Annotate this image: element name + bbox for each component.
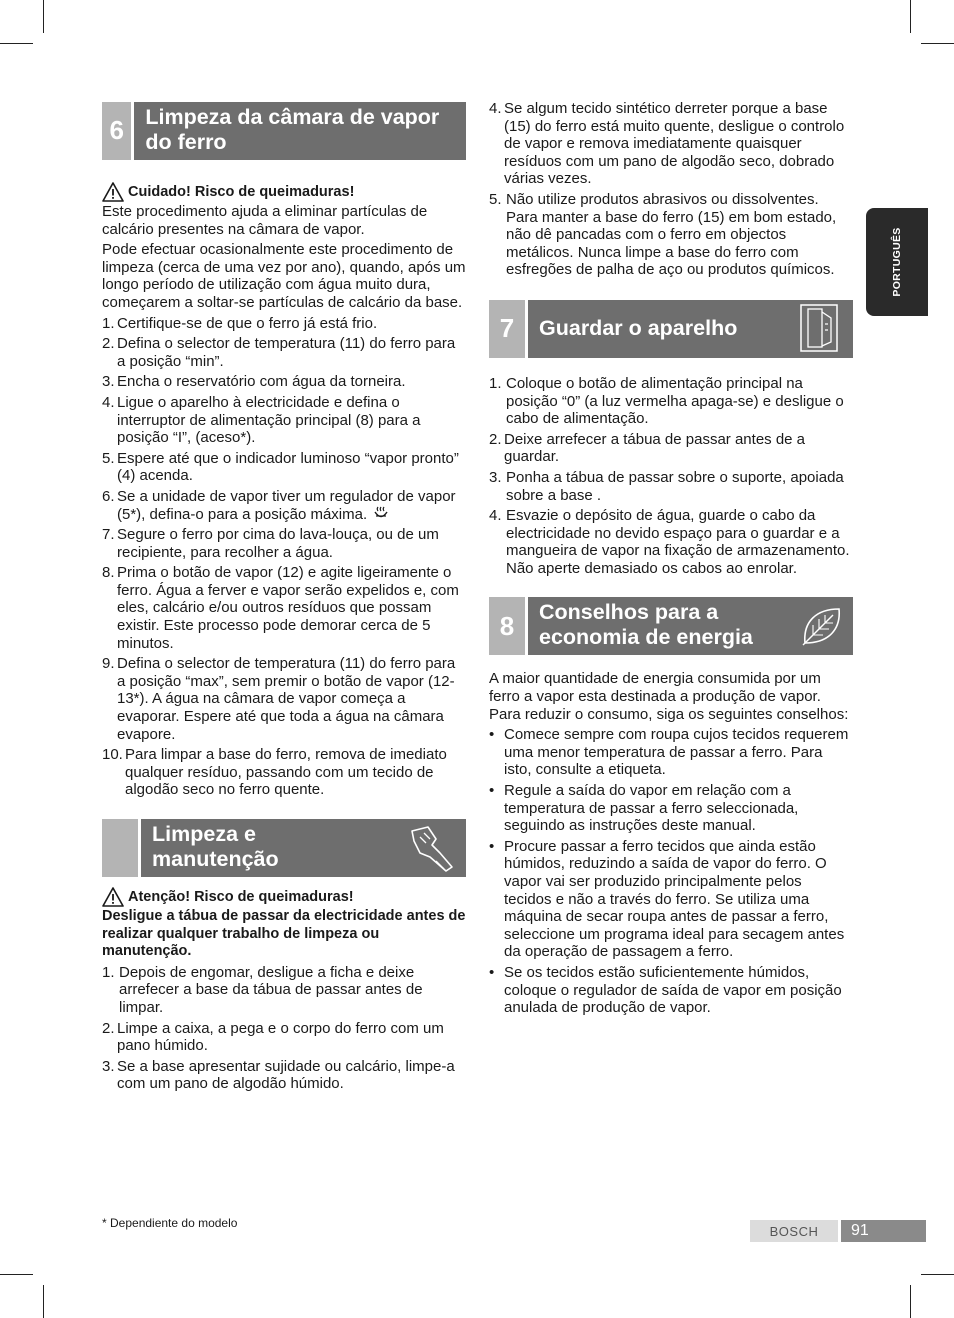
section-number: 8 — [489, 597, 528, 655]
list-item — [102, 315, 466, 333]
item-number: 3. — [102, 1057, 115, 1075]
item-text: Se algum tecido sintético derreter porque a base (15) do ferro está muito quente, desligue o controlo de vapor e remova imediatamente quaisquer resíduos com um pano de algodão seco, dobrado várias vezes. — [504, 100, 845, 188]
list-item — [102, 373, 466, 391]
section-number: 6 — [102, 102, 134, 160]
steam-max-icon — [373, 506, 389, 521]
list-item: • Se os tecidos estão suficientemente húmidos, coloque o regulador de saída de vapor em posição anulada de produção de vapor. — [489, 964, 853, 1017]
language-tab — [866, 208, 928, 316]
list-item — [489, 191, 853, 279]
warning-line — [102, 887, 466, 907]
list-item: • Procure passar a ferro tecidos que ainda estão húmidos, reduzindo a saída de vapor do ferro. O vapor vai ser produzido principalmente pelos tecidos e não a través do ferro. Se utiliza uma máquina de secar roupa antes de passar a ferro, seleccione um programa ideal para secagem antes da operação de passagem a ferro. — [489, 838, 853, 961]
item-number: 5. — [489, 190, 502, 208]
item-number: 1. — [489, 374, 502, 392]
item-text: Espere até que o indicador luminoso “vapor pronto” (4) acenda. — [117, 449, 459, 485]
item-text: Certifique-se de que o ferro já está frio. — [117, 314, 378, 332]
crop-mark — [43, 0, 44, 33]
item-number: 4. — [102, 393, 115, 411]
maintenance-header — [102, 819, 466, 877]
page-number: 91 — [841, 1220, 926, 1242]
item-number: 4. — [489, 100, 502, 117]
list-item — [102, 394, 466, 447]
item-number: 3. — [102, 373, 115, 391]
section-number-blank — [102, 819, 141, 877]
left-column — [102, 102, 466, 1096]
section-title: Guardar o aparelho — [539, 315, 738, 340]
list-item — [102, 1020, 466, 1055]
paragraph: Pode efectuar ocasionalmente este procedimento de limpeza (cerca de uma vez por ano), quando, após um longo período de utilização com água muito dura, começarem a soltar-se partículas de calcário da base. — [102, 241, 466, 311]
list-item — [489, 375, 853, 428]
list-item — [102, 526, 466, 561]
item-text: Se a base apresentar sujidade ou calcário, limpe-a com um pano de algodão húmido. — [117, 1057, 455, 1093]
section-title: Limpeza e manutenção — [152, 822, 279, 871]
crop-mark — [910, 0, 911, 33]
leaf-icon — [799, 603, 845, 649]
warning-icon — [102, 182, 124, 202]
list-item — [102, 964, 466, 1017]
language-tab-label: PORTUGUÊS — [891, 227, 903, 297]
item-number: 6. — [102, 487, 115, 505]
item-text: Defina o selector de temperatura (11) do ferro para a posição “min”. — [117, 335, 456, 370]
item-text: Deixe arrefecer a tábua de passar antes de a guardar. — [504, 430, 806, 466]
list-item — [102, 655, 466, 743]
list-item — [102, 335, 466, 370]
item-text: Ligue o aparelho à electricidade e defina o interruptor de alimentação principal (8) para a posição “I”, (aceso*). — [117, 393, 421, 447]
section-7-header — [489, 300, 853, 358]
item-number: 9. — [102, 655, 115, 673]
right-column — [489, 100, 853, 1020]
list-item: • Regule a saída do vapor em relação com a temperatura de passar a ferro seleccionada, seguindo as instruções deste manual. — [489, 782, 853, 835]
list-item — [102, 450, 466, 485]
crop-mark — [921, 43, 954, 44]
storage-board-icon — [795, 302, 845, 354]
item-text: Esvazie o depósito de água, guarde o cabo da electricidade no devido espaço para o guardar e a mangueira de vapor na fixação de armazenamento. Não aperte demasiado os cabos ao enrolar. — [506, 507, 850, 577]
item-number: 2. — [102, 335, 115, 353]
item-text: Para limpar a base do ferro, remova de imediato qualquer resíduo, passando com um tecido de algodão seco no ferro quente. — [125, 746, 447, 799]
steps-list — [102, 964, 466, 1093]
item-text: Se a unidade de vapor tiver um regulador de vapor (5*), defina-o para a posição máxima. — [117, 487, 456, 523]
page-footer — [750, 1220, 926, 1242]
item-text: Ponha a tábua de passar sobre o suporte, apoiada sobre a base . — [506, 468, 844, 504]
list-item — [102, 488, 466, 523]
item-text: Coloque o botão de alimentação principal na posição “0” (a luz vermelha apaga-se) e desligue o cabo de alimentação. — [506, 374, 844, 428]
item-text: Limpe a caixa, a pega e o corpo do ferro com um pano húmido. — [117, 1019, 444, 1055]
item-text: Não utilize produtos abrasivos ou dissolventes. Para manter a base do ferro (15) em bom estado, não dê pancadas com o ferro em objectos metálicos. Nunca limpe a base do ferro com esfregões de palha de aço ou produtos químicos. — [506, 190, 837, 279]
section-6-header — [102, 102, 466, 160]
steps-list — [102, 315, 466, 799]
list-item — [489, 507, 853, 577]
item-text: Encha o reservatório com água da torneira. — [117, 373, 406, 391]
list-item — [102, 746, 466, 799]
item-number: 7. — [102, 526, 115, 544]
steps-list — [489, 100, 853, 279]
section-title: Conselhos para a economia de energia — [539, 600, 753, 650]
paragraph: Este procedimento ajuda a eliminar partículas de calcário presentes na câmara de vapor. — [102, 203, 428, 238]
section-number: 7 — [489, 300, 528, 358]
list-item — [102, 564, 466, 652]
tips-list — [489, 726, 853, 1017]
item-number: 8. — [102, 564, 115, 582]
item-number: 2. — [102, 1019, 115, 1037]
list-item — [489, 431, 853, 466]
item-number: 3. — [489, 468, 502, 486]
warning-text: Atenção! Risco de queimaduras! — [128, 889, 354, 906]
crop-mark — [910, 1285, 911, 1318]
item-text: Defina o selector de temperatura (11) do ferro para a posição “max”, sem premir o botão de vapor (12-13*). A água na câmara de vapor começa a evaporar. Espere até que toda a água na câmara evapore. — [117, 655, 456, 743]
list-item — [102, 1058, 466, 1093]
item-number: 5. — [102, 449, 115, 467]
item-text: Prima o botão de vapor (12) e agite ligeiramente o ferro. Água a ferver e vapor serão expelidos e, com eles, calcário e/ou outros resíduos que possam existir. Este processo pode demorar cerca de 5 minutos. — [117, 564, 459, 652]
crop-mark — [0, 1274, 33, 1275]
item-number: 1. — [102, 963, 115, 981]
bold-note: Desligue a tábua de passar da electricidade antes de realizar qualquer trabalho de limpeza ou manutenção. — [102, 908, 466, 960]
warning-icon — [102, 887, 124, 907]
brand-label: BOSCH — [750, 1220, 838, 1242]
warning-line — [102, 182, 466, 202]
item-number: 10. — [102, 746, 123, 764]
steps-list — [489, 375, 853, 578]
list-item: • Comece sempre com roupa cujos tecidos requerem uma menor temperatura de passar a ferro. Para isto, consulte a etiqueta. — [489, 726, 853, 779]
item-number: 4. — [489, 507, 502, 525]
paragraph: A maior quantidade de energia consumida por um ferro a vapor esta destinada a produção de vapor. Para reduzir o consumo, siga os seguintes conselhos: — [489, 670, 849, 723]
section-8-header — [489, 597, 853, 655]
crop-mark — [921, 1274, 954, 1275]
crop-mark — [0, 43, 33, 44]
footnote: * Dependiente do modelo — [102, 1216, 238, 1230]
item-text: Depois de engomar, desligue a ficha e deixe arrefecer a base da tábua de passar antes de limpar. — [119, 963, 423, 1016]
warning-text: Cuidado! Risco de queimaduras! — [128, 184, 355, 201]
list-item — [489, 100, 853, 188]
list-item — [489, 469, 853, 504]
item-number: 1. — [102, 314, 115, 332]
cleaning-hand-icon — [406, 823, 458, 873]
section-title: Limpeza da câmara de vapor do ferro — [145, 105, 440, 154]
item-number: 2. — [489, 430, 502, 448]
crop-mark — [43, 1285, 44, 1318]
item-text: Segure o ferro por cima do lava-louça, ou de um recipiente, para recolher a água. — [117, 526, 439, 561]
